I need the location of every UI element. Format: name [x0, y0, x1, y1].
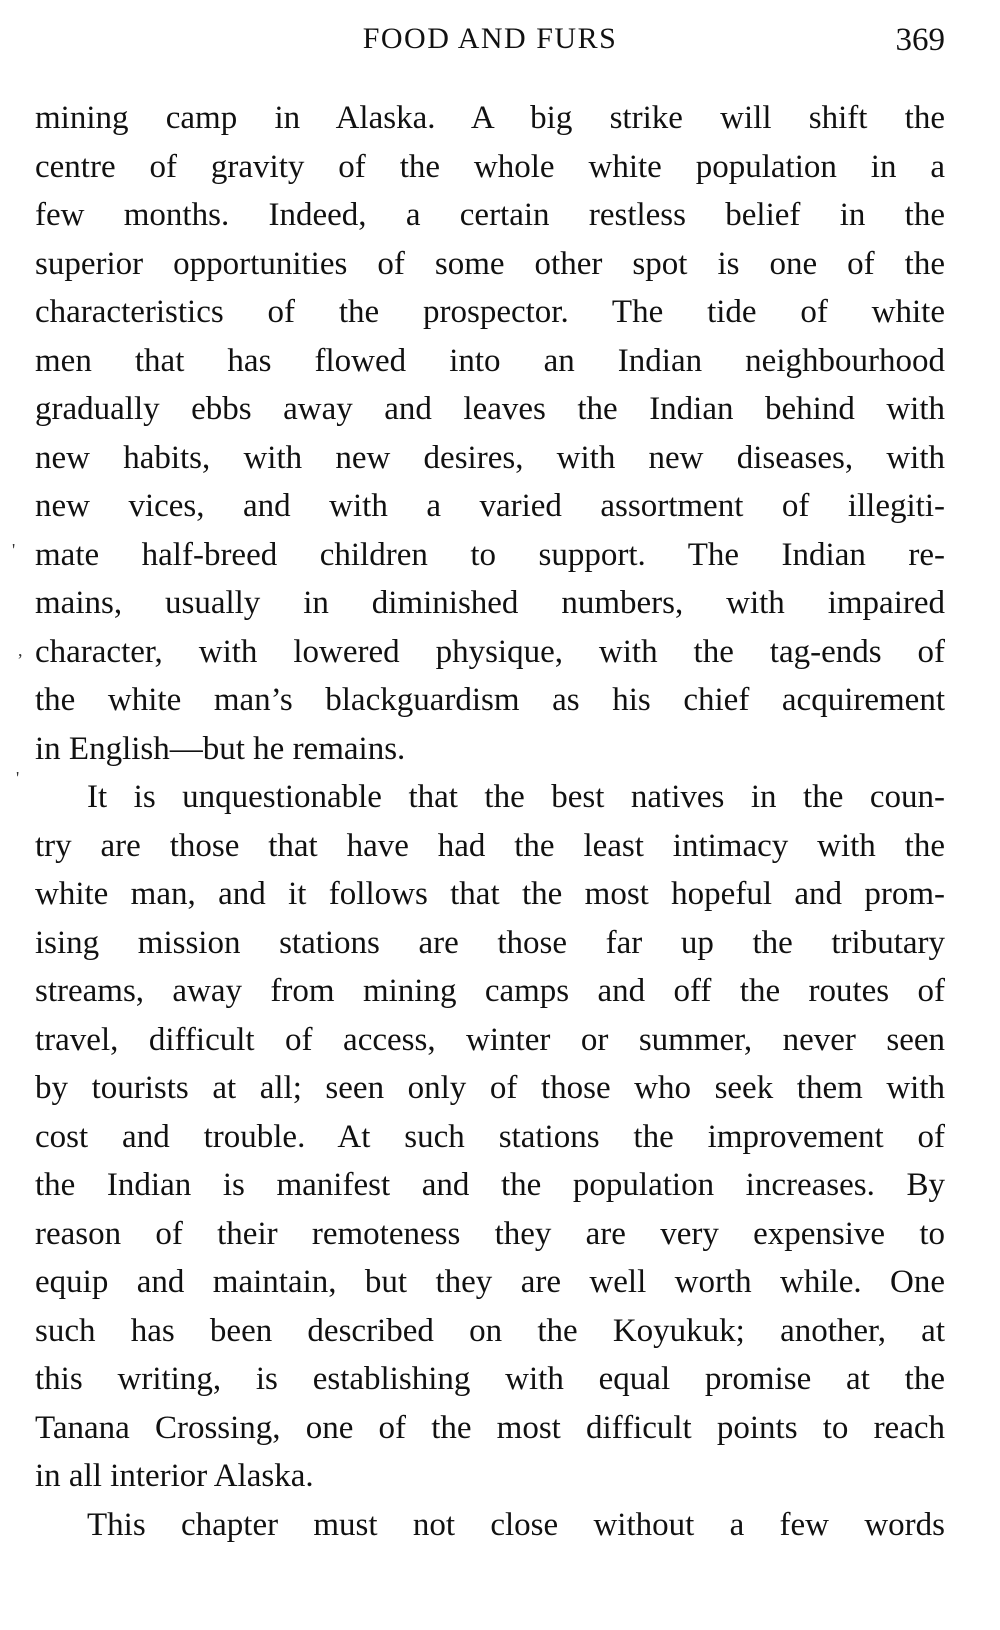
text-line: characteristics of the prospector. The tide of white [35, 294, 945, 330]
text-line: gradually ebbs away and leaves the Indian behind with [35, 391, 945, 427]
text-line: equip and maintain, but they are well worth while. One [35, 1264, 945, 1300]
text-line: try are those that have had the least intimacy with the [35, 827, 945, 864]
text-line: cost and trouble. At such stations the improvement of [35, 1118, 945, 1155]
margin-mark: ' [16, 768, 20, 788]
text-line: in all interior Alaska. [35, 1458, 314, 1494]
text-line: in English—but he remains. [35, 730, 406, 767]
page-header [35, 22, 945, 70]
text-line: ising mission stations are those far up the tributary [35, 924, 945, 961]
running-head: FOOD AND FURS [362, 22, 618, 55]
text-line: the white man’s blackguardism as his chief acquirement [35, 682, 945, 718]
text-line: reason of their remoteness they are very expensive to [35, 1215, 945, 1252]
text-line: men that has flowed into an Indian neighbourhood [35, 342, 945, 379]
text-line: by tourists at all; seen only of those who seek them with [35, 1070, 945, 1106]
text-line: white man, and it follows that the most hopeful and prom- [35, 876, 945, 912]
text-line: mining camp in Alaska. A big strike will shift the [35, 100, 945, 136]
text-line: the Indian is manifest and the population increases. By [35, 1167, 945, 1203]
text-line: such has been described on the Koyukuk; another, at [35, 1312, 945, 1349]
text-line: mate half-breed children to support. The Indian re- [35, 536, 945, 573]
text-line: character, with lowered physique, with the tag-ends of [35, 633, 945, 670]
text-line: travel, difficult of access, winter or summer, never seen [35, 1021, 945, 1058]
text-line: new habits, with new desires, with new diseases, with [35, 439, 945, 476]
text-line: new vices, and with a varied assortment of illegiti- [35, 488, 945, 524]
text-line: Tanana Crossing, one of the most difficult points to reach [35, 1409, 945, 1446]
text-line: mains, usually in diminished numbers, with impaired [35, 585, 945, 621]
paragraph-start-line: This chapter must not close without a few words [87, 1506, 945, 1543]
text-line: centre of gravity of the whole white population in a [35, 148, 945, 185]
text-line: few months. Indeed, a certain restless belief in the [35, 197, 945, 233]
page-number: 369 [895, 22, 945, 58]
text-line: this writing, is establishing with equal promise at the [35, 1361, 945, 1397]
margin-mark: , [18, 640, 23, 660]
paragraph-start-line: It is unquestionable that the best natives in the coun- [87, 779, 945, 815]
margin-mark: ' [12, 540, 16, 560]
text-line: superior opportunities of some other spot is one of the [35, 245, 945, 282]
body-text [35, 94, 945, 1549]
text-line: streams, away from mining camps and off the routes of [35, 973, 945, 1009]
